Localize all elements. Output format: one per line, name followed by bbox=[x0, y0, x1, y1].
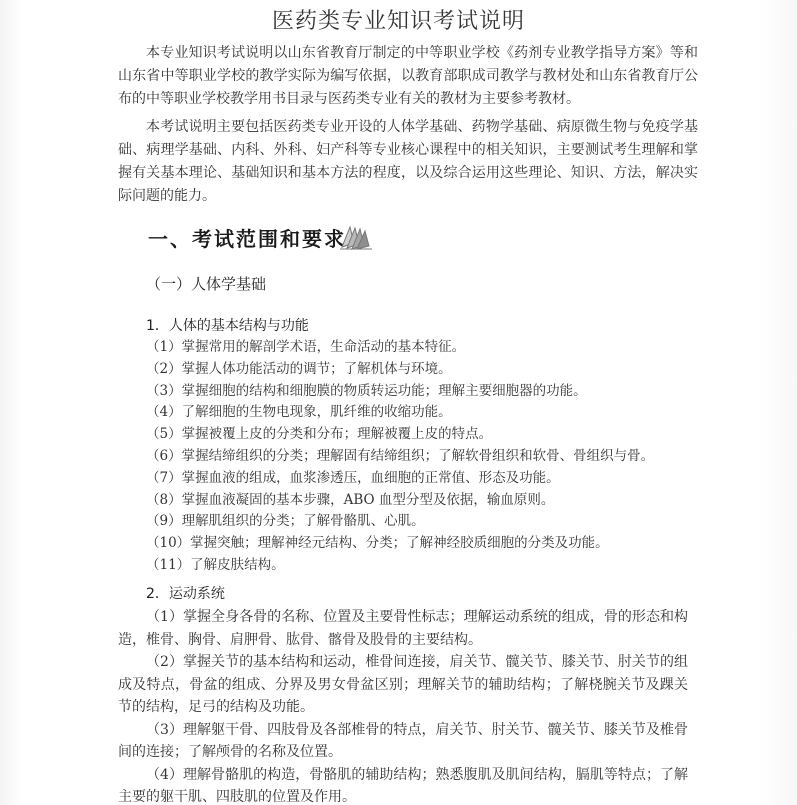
list-item: （3）掌握细胞的结构和细胞膜的物质转运功能；理解主要细胞器的功能。 bbox=[146, 382, 587, 399]
intro-paragraph-1: 本专业知识考试说明以山东省教育厅制定的中等职业学校《药剂专业教学指导方案》等和山东省中等职业学校的教学实际为编写依据，以教育部职成司教学与教材处和山东省教育厅公布的中等职业学校教学用书目录与医药类专业有关的教材为主要参考教材。 bbox=[118, 45, 698, 107]
topic-heading-2: 2．运动系统 bbox=[146, 586, 225, 602]
list-item: （4）理解骨骼肌的构造，骨骼肌的辅助结构；熟悉腹肌及肌间结构，膈肌等特点；了解主要的躯干肌、四肢肌的位置及作用。 bbox=[118, 766, 688, 805]
list-item: （1）掌握全身各骨的名称、位置及主要骨性标志；理解运动系统的组成，骨的形态和构造，椎骨、胸骨、肩胛骨、肱骨、髂骨及股骨的主要结构。 bbox=[118, 609, 688, 648]
list-item: （4）了解细胞的生物电现象，肌纤维的收缩功能。 bbox=[146, 404, 452, 421]
book-pages-icon bbox=[338, 221, 374, 251]
topic-1-list bbox=[146, 337, 686, 577]
section-heading: 一、考试范围和要求 bbox=[148, 227, 346, 251]
list-item: （7）掌握血液的组成，血浆渗透压，血细胞的正常值、形态及功能。 bbox=[146, 469, 560, 486]
list-item: （11）了解皮肤结构。 bbox=[146, 556, 285, 573]
topic-heading-1: 1．人体的基本结构与功能 bbox=[146, 318, 309, 334]
list-item: （9）理解肌组织的分类；了解骨骼肌、心肌。 bbox=[146, 513, 425, 530]
list-item: （6）掌握结缔组织的分类；理解固有结缔组织；了解软骨组织和软骨、骨组织与骨。 bbox=[146, 447, 655, 464]
list-item: （8）掌握血液凝固的基本步骤，ABO 血型分型及依据，输血原则。 bbox=[146, 491, 555, 508]
list-item: （3）理解躯干骨、四肢骨及各部椎骨的特点，肩关节、肘关节、髋关节、膝关节及椎骨间的连接；了解颅骨的名称及位置。 bbox=[118, 721, 688, 760]
intro-paragraph-2: 本考试说明主要包括医药类专业开设的人体学基础、药物学基础、病原微生物与免疫学基础、病理学基础、内科、外科、妇产科等专业核心课程中的相关知识，主要测试考生理解和掌握有关基本理论、基础知识和基本方法的程度，以及综合运用这些理论、知识、方法，解决实际问题的能力。 bbox=[118, 119, 698, 204]
subsection-heading: （一）人体学基础 bbox=[146, 275, 267, 293]
list-item: （2）掌握人体功能活动的调节；了解机体与环境。 bbox=[146, 360, 452, 377]
document-title: 医药类专业知识考试说明 bbox=[271, 9, 525, 34]
list-item: （2）掌握关节的基本结构和运动，椎骨间连接，肩关节、髋关节、膝关节、肘关节的组成及特点，骨盆的组成、分界及男女骨盆区别；理解关节的辅助结构；了解桡腕关节及踝关节的结构，足弓的结构及功能。 bbox=[118, 654, 688, 715]
list-item: （5）掌握被覆上皮的分类和分布；理解被覆上皮的特点。 bbox=[146, 426, 493, 443]
topic-2-list bbox=[118, 606, 688, 805]
list-item: （1）掌握常用的解剖学术语，生命活动的基本特征。 bbox=[146, 339, 466, 355]
list-item: （10）掌握突触；理解神经元结构、分类；了解神经胶质细胞的分类及功能。 bbox=[146, 535, 609, 552]
